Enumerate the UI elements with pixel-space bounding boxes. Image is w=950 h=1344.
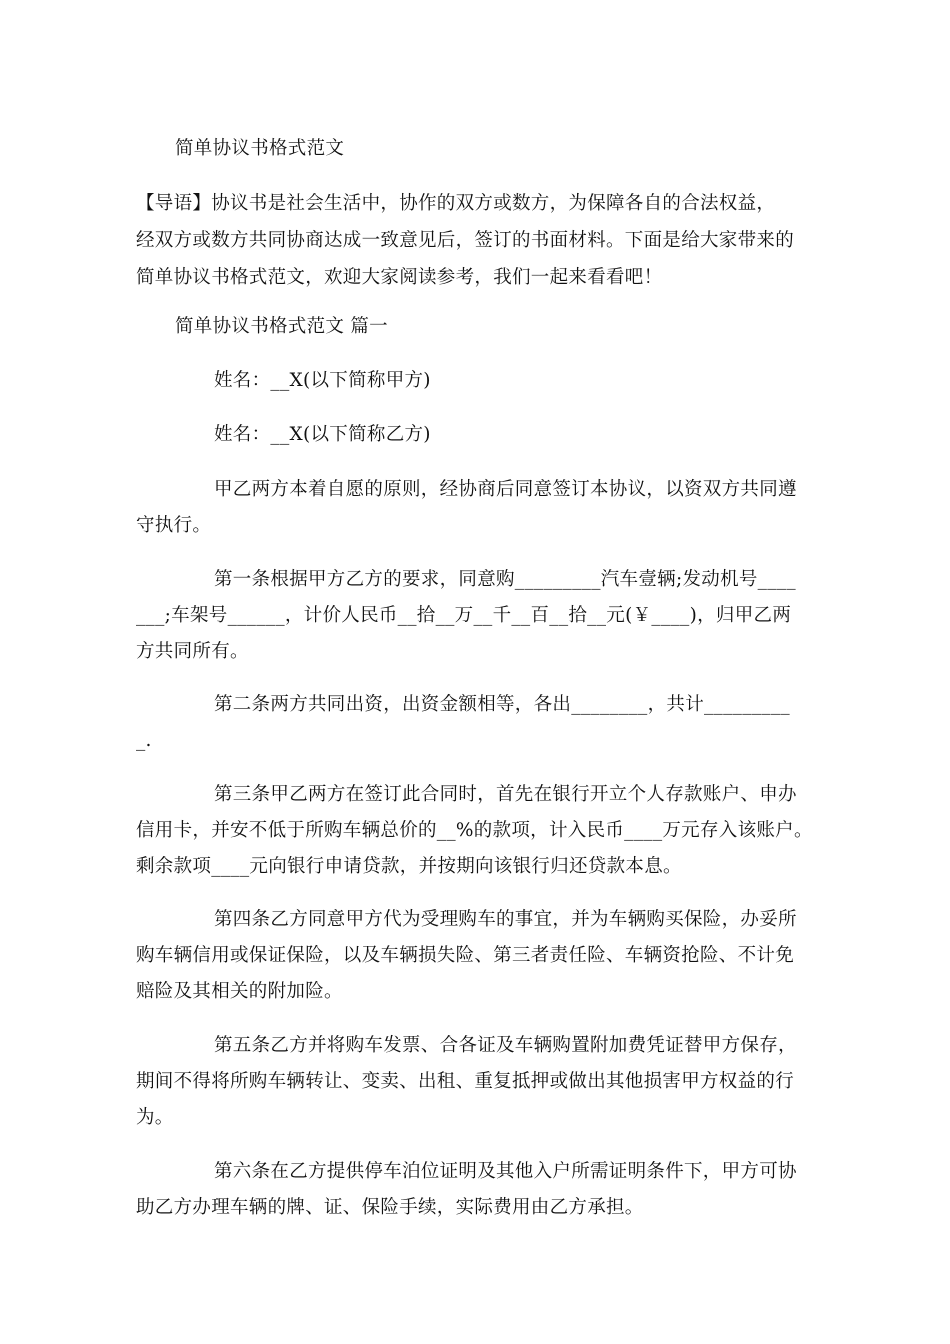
party-b-line: 姓名：__X(以下简称乙方) <box>214 424 431 445</box>
section-title: 简单协议书格式范文 篇一 <box>175 316 388 337</box>
article1-line-2: ___;车架号______，计价人民币__拾__万__千__百__拾__元(￥____)，归甲乙两 <box>136 605 792 626</box>
article5-line-3: 为。 <box>136 1107 174 1128</box>
intro-line-2: 经双方或数方共同协商达成一致意见后，签订的书面材料。下面是给大家带来的 <box>136 230 795 251</box>
article4-line-2: 购车辆信用或保证保险，以及车辆损失险、第三者责任险、车辆资抢险、不计免 <box>136 945 795 966</box>
intro-line-3: 简单协议书格式范文，欢迎大家阅读参考，我们一起来看看吧！ <box>136 267 663 288</box>
article6-line-1: 第六条在乙方提供停车泊位证明及其他入户所需证明条件下，甲方可协 <box>214 1161 797 1182</box>
preamble-line-1: 甲乙两方本着自愿的原则，经协商后同意签订本协议，以资双方共同遵 <box>214 479 797 500</box>
article2-line-2: _. <box>136 730 152 751</box>
document-title: 简单协议书格式范文 <box>175 138 345 159</box>
preamble-line-2: 守执行。 <box>136 515 212 536</box>
article2-line-1: 第二条两方共同出资，出资金额相等，各出________，共计_________ <box>214 694 790 715</box>
article6-line-2: 助乙方办理车辆的牌、证、保险手续，实际费用由乙方承担。 <box>136 1197 644 1218</box>
article4-line-1: 第四条乙方同意甲方代为受理购车的事宜，并为车辆购买保险，办妥所 <box>214 909 797 930</box>
article1-line-3: 方共同所有。 <box>136 641 249 662</box>
article3-line-3: 剩余款项____元向银行申请贷款，并按期向该银行归还贷款本息。 <box>136 856 682 877</box>
article5-line-1: 第五条乙方并将购车发票、合各证及车辆购置附加费凭证替甲方保存， <box>214 1035 797 1056</box>
article3-line-1: 第三条甲乙两方在签订此合同时，首先在银行开立个人存款账户、申办 <box>214 784 797 805</box>
party-a-line: 姓名：__X(以下简称甲方) <box>214 370 431 391</box>
article4-line-3: 赔险及其相关的附加险。 <box>136 981 343 1002</box>
article3-line-2: 信用卡，并安不低于所购车辆总价的__%的款项，计入民币____万元存入该账户。 <box>136 820 813 841</box>
intro-line-1: 【导语】协议书是社会生活中，协作的双方或数方，为保障各自的合法权益， <box>136 193 776 214</box>
article5-line-2: 期间不得将所购车辆转让、变卖、出租、重复抵押或做出其他损害甲方权益的行 <box>136 1071 795 1092</box>
article1-line-1: 第一条根据甲方乙方的要求，同意购_________汽车壹辆;发动机号____ <box>214 569 796 590</box>
